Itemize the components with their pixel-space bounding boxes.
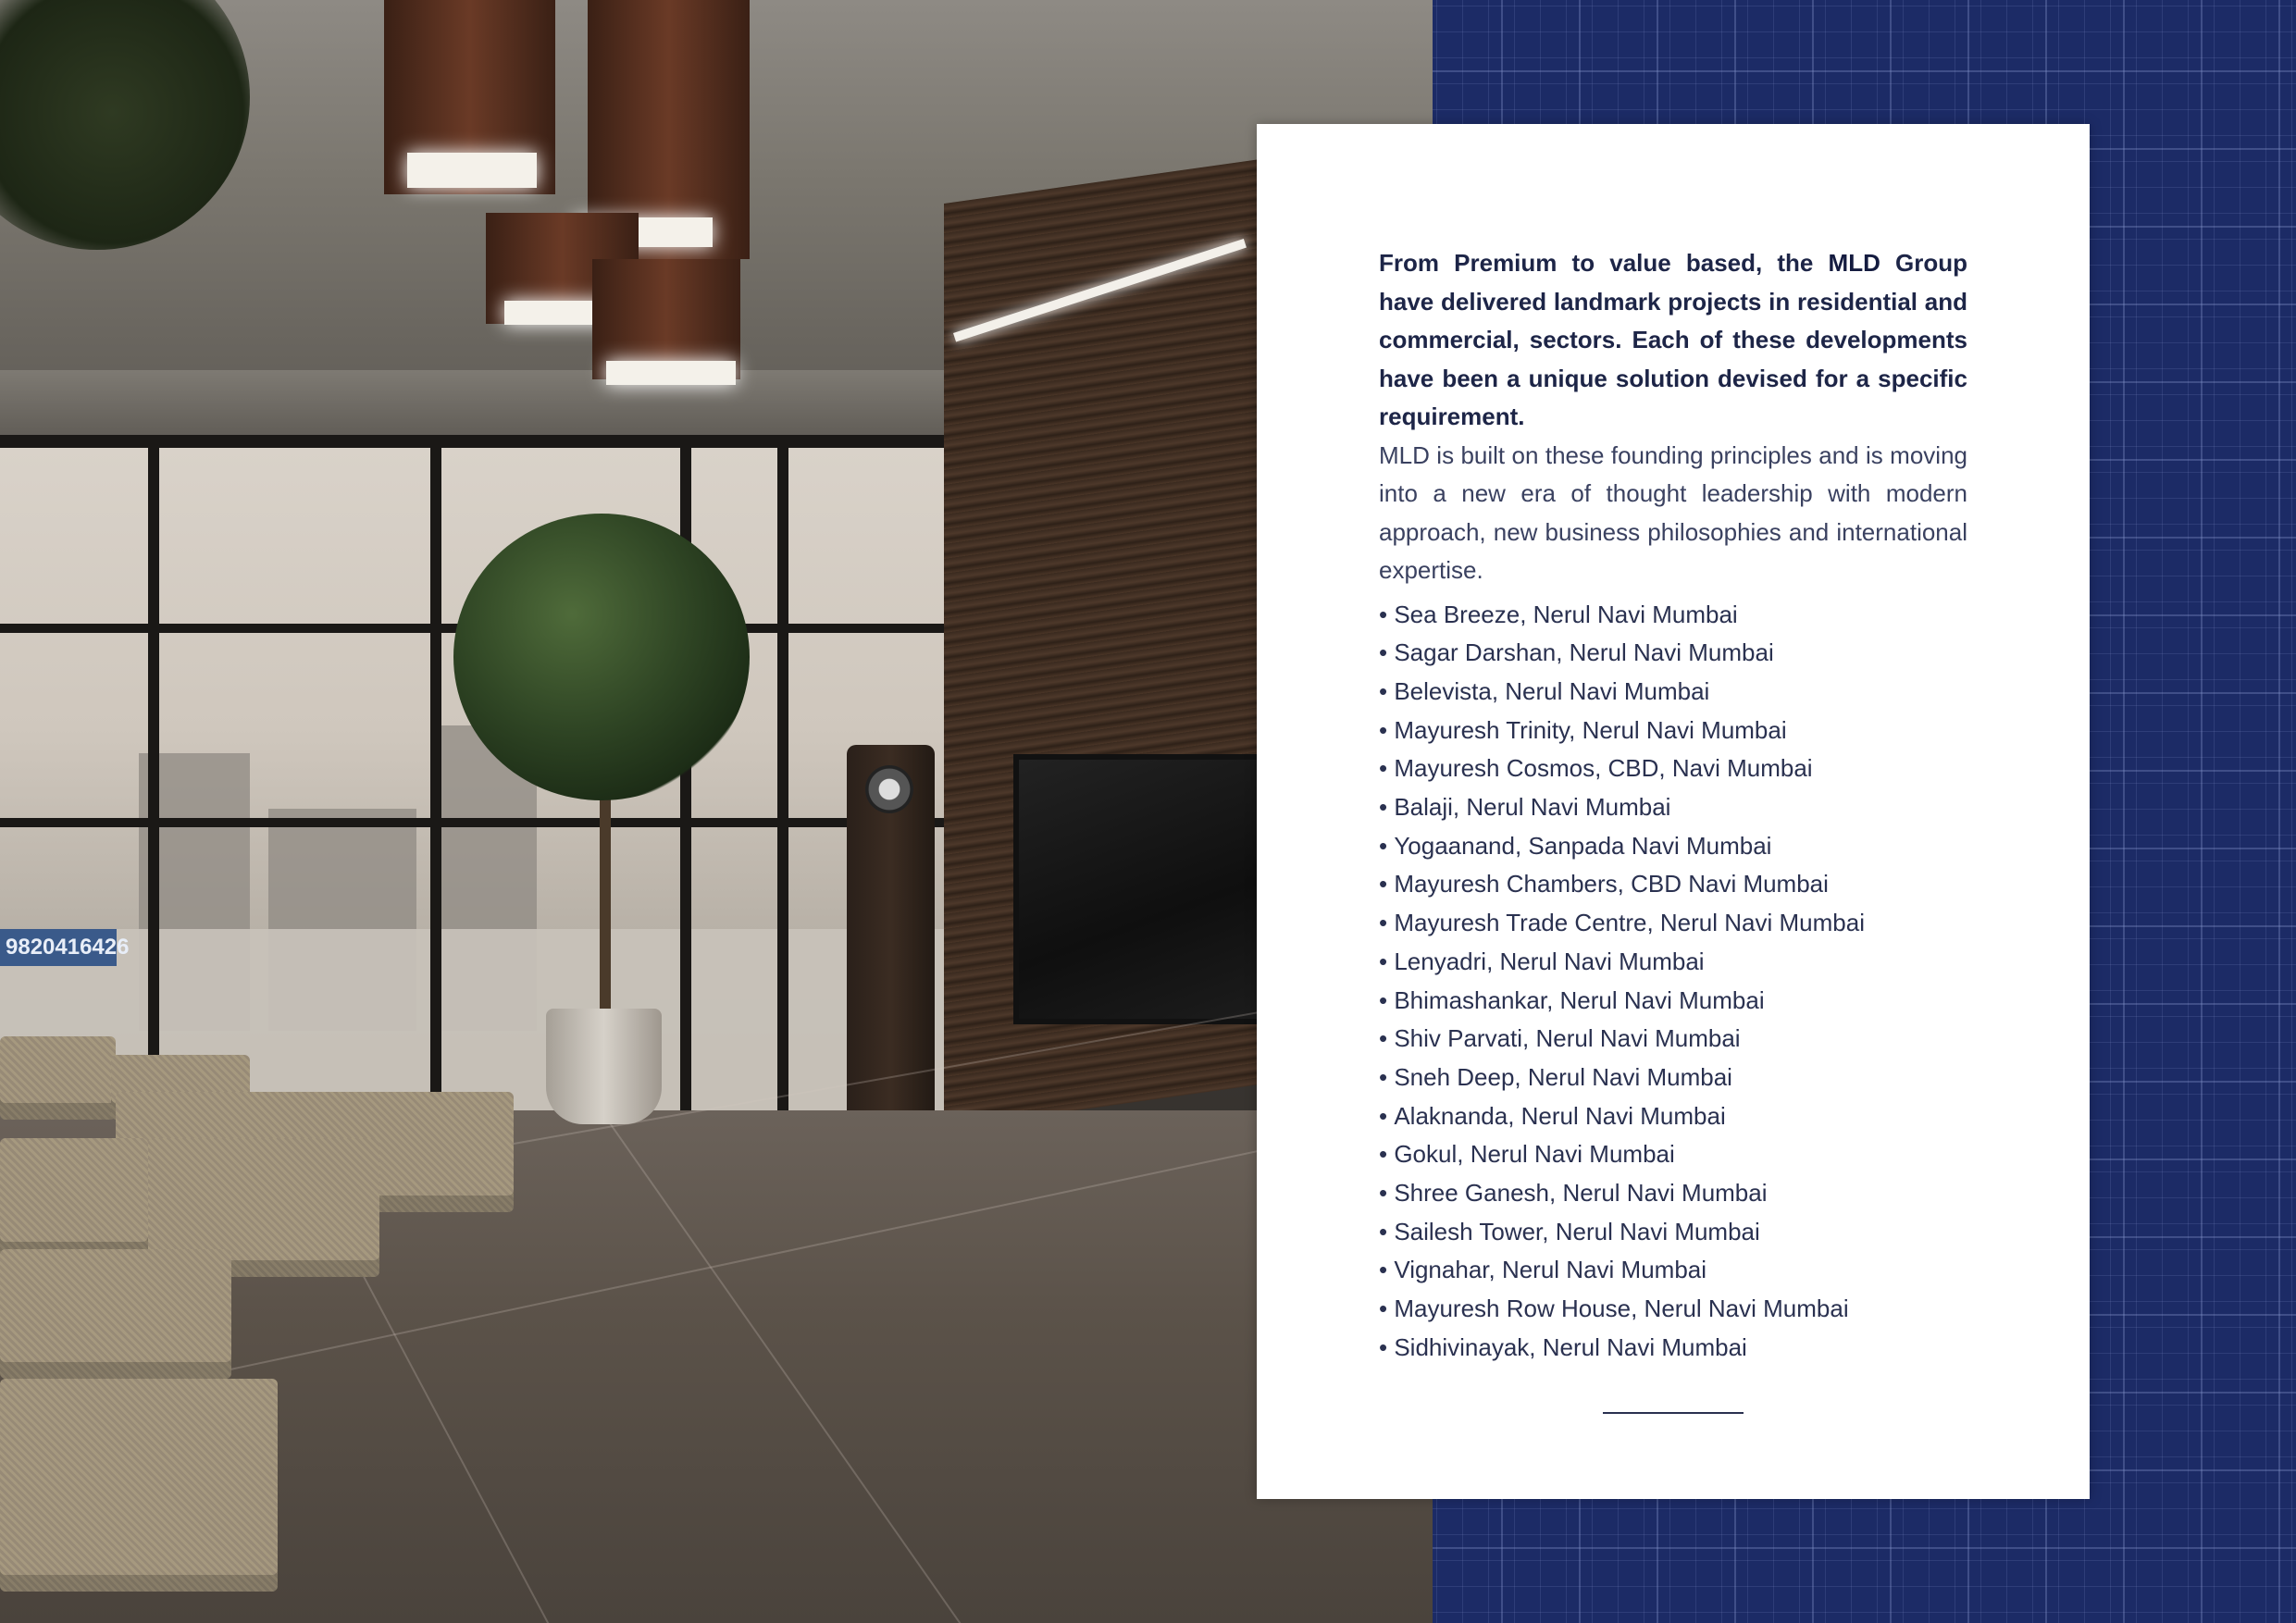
project-item: • Sneh Deep, Nerul Navi Mumbai bbox=[1379, 1059, 1967, 1097]
intro-body: MLD is built on these founding principles and is moving into a new era of thought leadership with modern approach, new business philosophies and international expertise. bbox=[1379, 440, 1967, 584]
project-item: • Mayuresh Chambers, CBD Navi Mumbai bbox=[1379, 865, 1967, 904]
project-item: • Shiv Parvati, Nerul Navi Mumbai bbox=[1379, 1020, 1967, 1059]
glass-window-wall bbox=[0, 435, 972, 1151]
project-item: • Gokul, Nerul Navi Mumbai bbox=[1379, 1135, 1967, 1174]
pendant-lamp-light bbox=[606, 361, 736, 385]
project-item: • Belevista, Nerul Navi Mumbai bbox=[1379, 673, 1967, 712]
sofa-module bbox=[0, 1249, 231, 1379]
floor-speaker bbox=[847, 745, 935, 1171]
project-item: • Sea Breeze, Nerul Navi Mumbai bbox=[1379, 596, 1967, 635]
billboard: 9820416426 bbox=[0, 929, 117, 966]
project-item: • Balaji, Nerul Navi Mumbai bbox=[1379, 788, 1967, 827]
project-item: • Alaknanda, Nerul Navi Mumbai bbox=[1379, 1097, 1967, 1136]
wall-tv bbox=[1013, 754, 1265, 1024]
project-item: • Mayuresh Row House, Nerul Navi Mumbai bbox=[1379, 1290, 1967, 1329]
project-item: • Mayuresh Cosmos, CBD, Navi Mumbai bbox=[1379, 750, 1967, 788]
project-item: • Sagar Darshan, Nerul Navi Mumbai bbox=[1379, 634, 1967, 673]
plant-foliage bbox=[453, 514, 750, 800]
project-item: • Sailesh Tower, Nerul Navi Mumbai bbox=[1379, 1213, 1967, 1252]
sofa-module bbox=[0, 1036, 116, 1120]
project-item: • Bhimashankar, Nerul Navi Mumbai bbox=[1379, 982, 1967, 1021]
project-item: • Mayuresh Trade Centre, Nerul Navi Mumbai bbox=[1379, 904, 1967, 943]
project-item: • Vignahar, Nerul Navi Mumbai bbox=[1379, 1251, 1967, 1290]
tile-line bbox=[601, 1110, 974, 1623]
brand-name: MLD bbox=[1828, 249, 1880, 277]
intro-lead-text: Group have delivered landmark projects in residential and commercial, sectors. Each of these developments have been a unique solution devised for a specific requirement. bbox=[1379, 249, 1967, 430]
intro-lead-text: From Premium to value based, the bbox=[1379, 249, 1829, 277]
project-item: • Lenyadri, Nerul Navi Mumbai bbox=[1379, 943, 1967, 982]
window-mullion bbox=[430, 448, 441, 1151]
sofa-module bbox=[0, 1379, 278, 1592]
project-item: • Yogaanand, Sanpada Navi Mumbai bbox=[1379, 827, 1967, 866]
project-item: • Mayuresh Trinity, Nerul Navi Mumbai bbox=[1379, 712, 1967, 750]
card-content bbox=[1379, 244, 1967, 1368]
project-item: • Sidhivinayak, Nerul Navi Mumbai bbox=[1379, 1329, 1967, 1368]
project-list bbox=[1379, 596, 1967, 1368]
plant-pot bbox=[546, 1009, 662, 1124]
pendant-lamp-light bbox=[407, 153, 537, 188]
window-transom bbox=[0, 818, 972, 827]
window-mullion bbox=[777, 448, 788, 1151]
sofa-module bbox=[0, 1138, 148, 1258]
footer-divider bbox=[1603, 1412, 1744, 1414]
window-mullion bbox=[148, 448, 159, 1151]
content-card bbox=[1257, 124, 2090, 1499]
project-item: • Shree Ganesh, Nerul Navi Mumbai bbox=[1379, 1174, 1967, 1213]
intro-lead bbox=[1379, 244, 1967, 437]
